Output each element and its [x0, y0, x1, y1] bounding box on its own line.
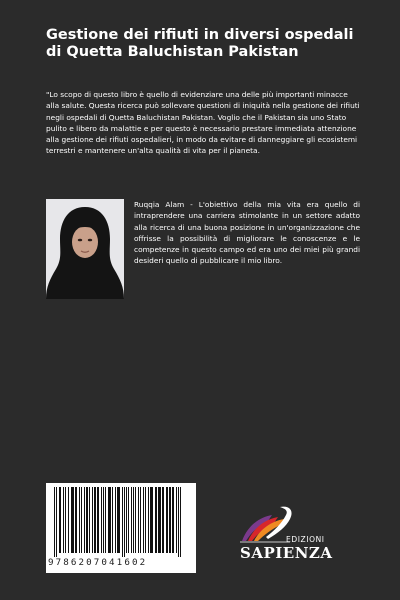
- book-title: Gestione dei rifiuti in diversi ospedali di Quetta Baluchistan Pakistan: [46, 27, 354, 60]
- barcode-bar: [178, 487, 179, 557]
- barcode-bar: [105, 487, 106, 553]
- barcode-bar: [145, 487, 146, 553]
- author-portrait-image: [46, 199, 124, 299]
- barcode-bar: [84, 487, 85, 553]
- barcode-bar: [135, 487, 136, 553]
- barcode-bar: [128, 487, 129, 553]
- barcode-bar: [143, 487, 144, 553]
- barcode-bar: [103, 487, 104, 553]
- barcode-bar: [86, 487, 88, 553]
- barcode-bar: [97, 487, 99, 553]
- barcode-bar: [148, 487, 149, 553]
- barcode-bar: [126, 487, 127, 553]
- author-photo: [46, 199, 124, 299]
- barcode-bar: [79, 487, 80, 553]
- barcode-bar: [65, 487, 66, 553]
- barcode-bar: [176, 487, 177, 553]
- barcode-bar: [92, 487, 93, 553]
- barcode-bar: [138, 487, 139, 553]
- barcode-bar: [122, 487, 123, 557]
- barcode-bars: [48, 485, 194, 557]
- barcode-bar: [54, 487, 55, 557]
- barcode-bar: [56, 487, 57, 557]
- isbn-barcode: [46, 483, 196, 573]
- barcode-bar: [172, 487, 174, 553]
- publisher-edizioni: EDIZIONI: [286, 535, 325, 544]
- barcode-bar: [89, 487, 90, 553]
- barcode-bar: [180, 487, 181, 557]
- barcode-bar: [133, 487, 134, 553]
- barcode-bar: [94, 487, 96, 553]
- barcode-bar: [59, 487, 61, 553]
- barcode-bar: [131, 487, 132, 553]
- barcode-bar: [108, 487, 111, 553]
- barcode-bar: [124, 487, 125, 557]
- barcode-bar: [68, 487, 69, 553]
- publisher-name: SAPIENZA: [240, 544, 333, 562]
- book-blurb: "Lo scopo di questo libro è quello di evidenziare una delle più importanti minacce alla salute. Questa ricerca può sollevare questioni di iniquità nella gestione dei rifiuti negli ospedali di Quetta Baluchistan Pakistan. Voglio che il Pakistan sia uno Stato pulito e libero da malattie e per questo è necessario prestare immediata attenzione alla gestione dei rifiuti ospedalieri, in modo da evitare di danneggiare gli ecosistemi terrestri e mantenere un'alta qualità di vita per il pianeta.: [46, 90, 360, 156]
- barcode-bar: [158, 487, 161, 553]
- barcode-bar: [75, 487, 77, 553]
- isbn-digits: 9786207041602: [48, 557, 148, 568]
- barcode-bar: [112, 487, 113, 553]
- barcode-bar: [81, 487, 82, 553]
- author-bio: Ruqqia Alam - L'obiettivo della mia vita era quello di intraprendere una carriera stimolante in un settore adatto alla ricerca di una buona posizione in un'organizzazione che offrisse la possibilità di migliorare le conoscenze e le competenze in questo campo ed era uno dei miei più grandi desideri quello di pubblicare il mio libro.: [134, 200, 360, 266]
- barcode-bar: [101, 487, 102, 553]
- barcode-bar: [169, 487, 171, 553]
- barcode-bar: [150, 487, 153, 553]
- barcode-bar: [162, 487, 164, 553]
- barcode-bar: [155, 487, 157, 553]
- barcode-bar: [63, 487, 64, 553]
- publisher-logo: [236, 505, 346, 565]
- barcode-bar: [115, 487, 116, 553]
- barcode-bar: [71, 487, 74, 553]
- barcode-bar: [140, 487, 141, 553]
- barcode-bar: [117, 487, 120, 553]
- barcode-bar: [166, 487, 168, 553]
